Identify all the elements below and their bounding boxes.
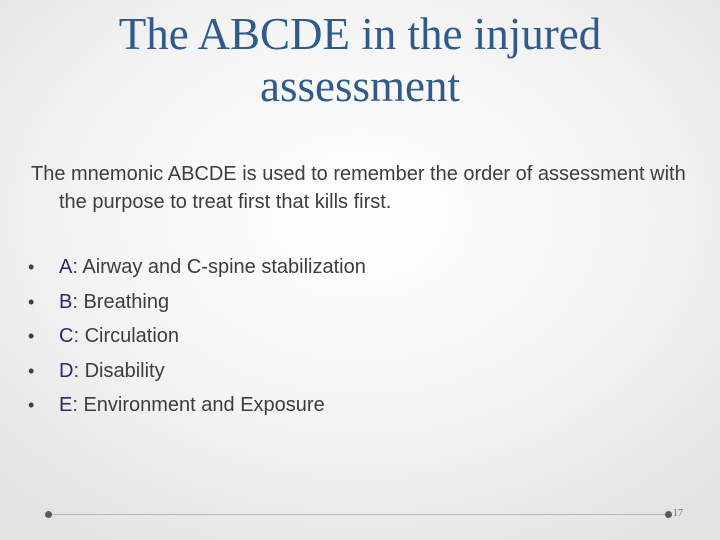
list-item-e	[28, 394, 668, 429]
list-item-c	[28, 325, 668, 360]
item-text: : Disability	[73, 359, 165, 382]
bullet-icon: •	[28, 257, 35, 277]
item-letter: B	[59, 290, 73, 313]
bullet-icon: •	[28, 360, 35, 381]
bullet-icon: •	[28, 326, 35, 347]
list-item-b	[28, 291, 668, 326]
list-item-d	[28, 360, 668, 395]
item-letter: D	[59, 359, 74, 382]
footer-left-dot-icon	[45, 511, 52, 518]
item-text: : Circulation	[73, 325, 180, 348]
bullet-icon: •	[28, 291, 35, 312]
list-item-a	[28, 256, 668, 291]
footer-divider	[48, 514, 668, 515]
intro-paragraph: The mnemonic ABCDE is used to remember the order of assessment with the purpose to treat first that kills first.	[31, 163, 686, 213]
item-letter: C	[59, 325, 74, 348]
item-text: : Airway and C-spine stabilization	[72, 256, 366, 278]
item-letter: E	[59, 394, 73, 417]
item-letter: A	[59, 256, 73, 278]
bullet-icon: •	[28, 395, 35, 416]
item-text: : Breathing	[72, 290, 170, 313]
item-text: : Environment and Exposure	[72, 394, 325, 417]
page-number: 17	[673, 508, 683, 519]
abcde-list	[28, 256, 668, 429]
footer-right-dot-icon	[665, 511, 672, 518]
slide-title: The ABCDE in the injured assessment	[118, 9, 602, 111]
